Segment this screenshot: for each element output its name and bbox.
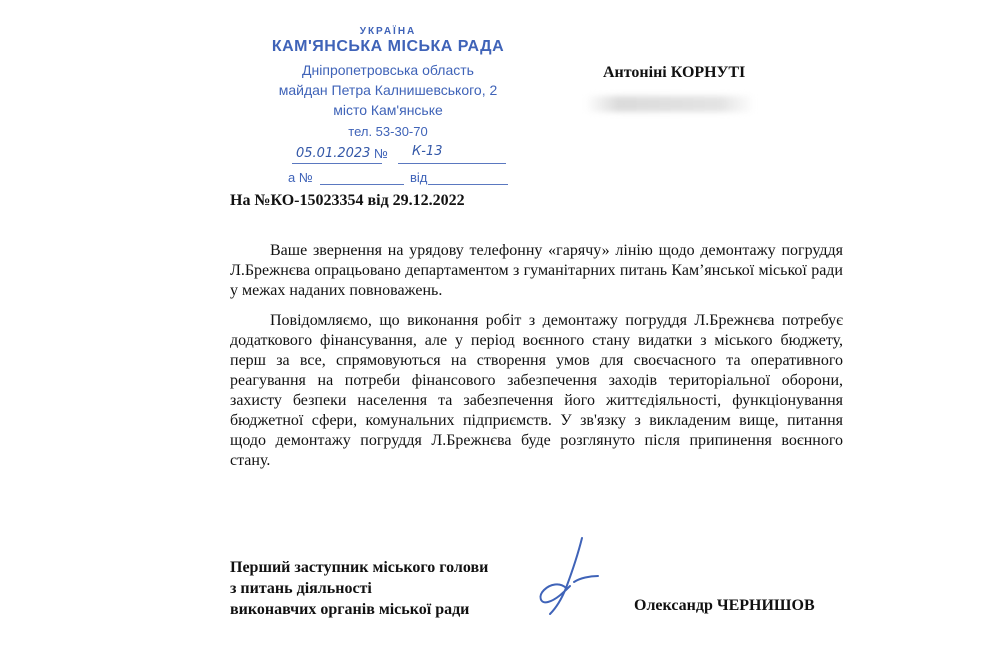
stamp-from-label: від — [410, 170, 428, 185]
body-paragraph: Ваше звернення на урядову телефонну «гарячу» лінію щодо демонтажу погруддя Л.Брежнєва опрацьовано департаментом з гуманітарних питань Кам’янської міської ради у межах наданих повноважень. — [230, 242, 843, 299]
stamp-date: 05.01.2023 — [296, 146, 371, 161]
stamp-registration-line — [286, 146, 508, 166]
stamp-underline — [398, 163, 506, 164]
position-line: з питань діяльності — [230, 580, 372, 597]
stamp-council: КАМ'ЯНСЬКА МІСЬКА РАДА — [271, 38, 505, 55]
position-line: Перший заступник міського голови — [230, 559, 489, 576]
body-paragraph: Повідомляємо, що виконання робіт з демонтажу погруддя Л.Брежнєва потребує додаткового фінансування, але у період воєнного стану видатки з міського бюджету, перш за все, спрямовуються на створення умов для своєчасного та оперативного реагування на потреби фінансового забезпечення заходів територіальної оборони, захисту безпеки населення та забезпечення його життєдіяльності, функціонування бюджетної сфери, комунальних підприємств. У зв'язку з викладеним вище, питання щодо демонтажу погруддя Л.Брежнєва буде розглянуто після припинення воєнного стану. — [230, 312, 843, 469]
stamp-phone: тел. 53-30-70 — [348, 124, 428, 139]
position-line: виконавчих органів міської ради — [230, 601, 470, 618]
registration-stamp — [268, 22, 508, 185]
stamp-underline — [428, 184, 508, 185]
reference-line: На №КО-15023354 від 29.12.2022 — [230, 192, 465, 209]
addressee: Антоніні КОРНУТІ — [603, 64, 746, 81]
handwritten-signature — [520, 532, 610, 622]
stamp-number-label: № — [374, 146, 388, 161]
stamp-address: майдан Петра Калнишевського, 2 — [278, 82, 498, 98]
stamp-city: місто Кам'янське — [333, 102, 443, 118]
signatory-name: Олександр ЧЕРНИШОВ — [634, 597, 815, 614]
stamp-ref-label: а № — [288, 170, 313, 185]
signatory-position — [230, 557, 488, 620]
stamp-underline — [292, 163, 382, 164]
redacted-address — [585, 96, 755, 112]
stamp-region: Дніпропетровська область — [302, 62, 474, 78]
stamp-underline — [320, 184, 404, 185]
stamp-country: УКРАЇНА — [359, 26, 417, 37]
stamp-number: К-13 — [412, 144, 443, 159]
